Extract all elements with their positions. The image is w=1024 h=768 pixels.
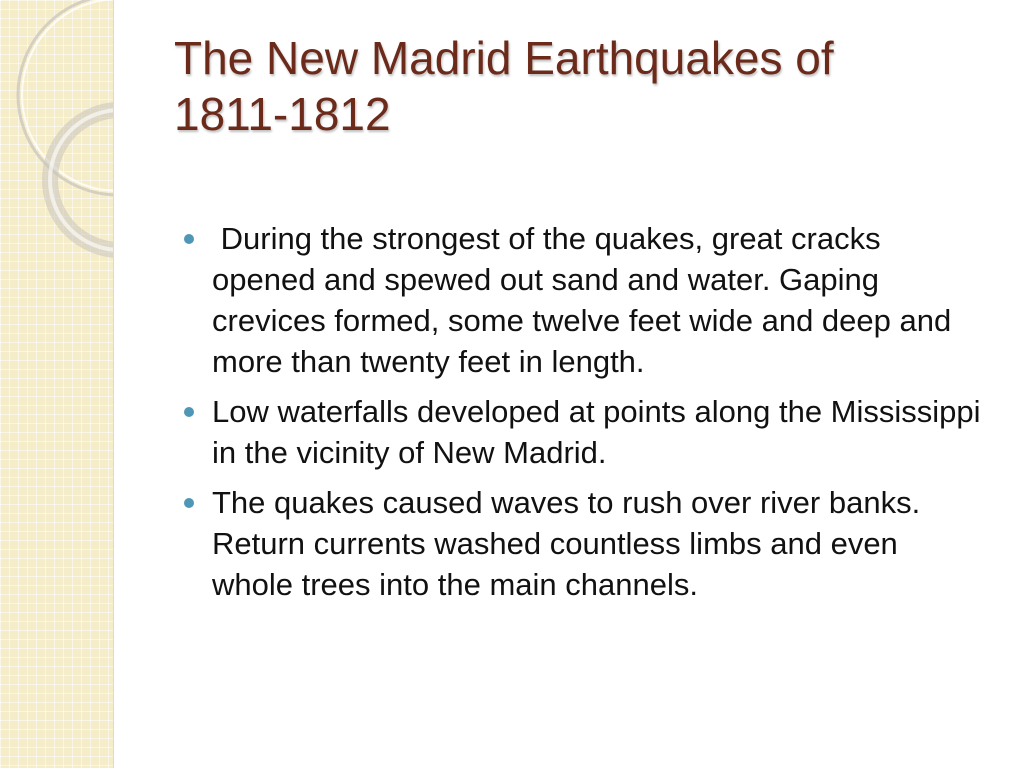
bullet-item-waves [182,482,982,605]
bullet-list [182,218,990,614]
slide-title [174,30,994,142]
bullet-marker-icon [184,234,194,244]
bullet-marker-icon [184,407,194,417]
bullet-text: The quakes caused waves to rush over river banks. Return currents washed countless limbs and even whole trees into the main channels. [212,485,929,602]
bullet-text: Low waterfalls developed at points along the Mississippi in the vicinity of New Madrid. [212,394,990,470]
decorative-side-panel [0,0,114,768]
decorative-rings-icon [0,0,113,768]
slide-title-line-2: 1811-1812 [174,88,391,140]
slide-title-line-1: The New Madrid Earthquakes of [174,32,834,84]
bullet-item-cracks [182,218,982,382]
bullet-text: During the strongest of the quakes, great cracks opened and spewed out sand and water. Gaping crevices formed, some twelve feet wide and deep and more than twenty feet in length. [212,221,960,379]
bullet-marker-icon [184,498,194,508]
bullet-item-waterfalls [182,391,990,473]
